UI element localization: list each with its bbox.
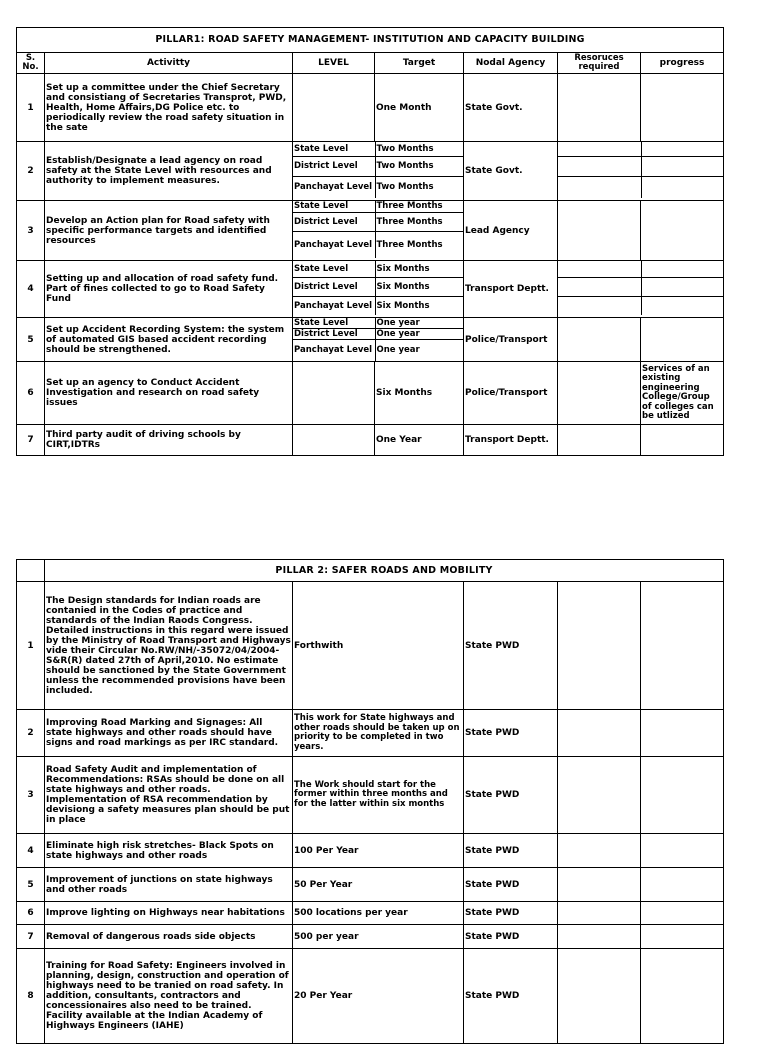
- row-sno: 3: [17, 201, 45, 261]
- table-row: [17, 425, 724, 456]
- row-resources-progress-group: [558, 142, 724, 201]
- row-resources: [558, 710, 641, 757]
- header-progress: progress: [641, 53, 724, 74]
- row-sno: 2: [17, 710, 45, 757]
- row-target: One Year: [375, 425, 464, 456]
- table-row: [17, 201, 724, 261]
- row-resources: [558, 362, 641, 425]
- row-level: Panchayat Level: [293, 340, 375, 361]
- row-activity: Develop an Action plan for Road safety with specific performance targets and identified resources: [45, 201, 293, 261]
- row-level: Panchayat Level: [293, 231, 375, 258]
- row-resources: [558, 425, 641, 456]
- row-sno: 7: [17, 925, 45, 949]
- row-sno: 4: [17, 834, 45, 868]
- row-activity: Training for Road Safety: Engineers involved in planning, design, construction and operation of highways need to be tranied on road safety. In addition, consultants, contractors and concessionaires also need to be trained. Facility available at the Indian Academy of Highways Engineers (IAHE): [45, 949, 293, 1044]
- row-progress: [641, 582, 724, 710]
- row-level: State Level: [293, 261, 375, 277]
- row-sno: 2: [17, 142, 45, 201]
- row-agency: State PWD: [464, 902, 558, 925]
- pillar2-title: PILLAR 2: SAFER ROADS AND MOBILITY: [45, 560, 724, 582]
- table-row: [17, 868, 724, 902]
- row-agency: Police/Transport: [464, 362, 558, 425]
- header-level: LEVEL: [293, 53, 375, 74]
- row-resources: [558, 868, 641, 902]
- row-agency: Transport Deptt.: [464, 425, 558, 456]
- row-agency: State PWD: [464, 925, 558, 949]
- row-target: Six Months: [375, 362, 464, 425]
- row-level: [293, 362, 375, 425]
- row-activity: Set up a committee under the Chief Secretary and consistiang of Secretaries Transprot, PWD, Health, Home Affairs,DG Police etc. to periodically review the road safety situation in the sate: [45, 74, 293, 142]
- row-activity: Third party audit of driving schools by CIRT,IDTRs: [45, 425, 293, 456]
- row-resources: [558, 757, 641, 834]
- row-sno: 7: [17, 425, 45, 456]
- row-agency: State PWD: [464, 949, 558, 1044]
- row-resources: [558, 582, 641, 710]
- table-row: [17, 949, 724, 1044]
- row-target: Three Months: [375, 201, 463, 212]
- row-activity: Removal of dangerous roads side objects: [45, 925, 293, 949]
- row-target: Two Months: [375, 142, 463, 156]
- row-level: District Level: [293, 156, 375, 176]
- row-sno: 3: [17, 757, 45, 834]
- row-activity: Improve lighting on Highways near habitations: [45, 902, 293, 925]
- row-level-target-group: [293, 201, 464, 261]
- row-level: [293, 425, 375, 456]
- row-agency: State PWD: [464, 834, 558, 868]
- row-agency: State Govt.: [464, 74, 558, 142]
- table-row: [17, 142, 724, 201]
- row-level-target-group: [293, 142, 464, 201]
- row-target: The Work should start for the former within three months and for the latter within six months: [293, 757, 464, 834]
- row-target: 500 locations per year: [293, 902, 464, 925]
- row-target: One year: [375, 318, 463, 329]
- row-sno: 1: [17, 74, 45, 142]
- row-sno: 1: [17, 582, 45, 710]
- row-level: Panchayat Level: [293, 176, 375, 198]
- row-progress: [641, 868, 724, 902]
- row-level: State Level: [293, 142, 375, 156]
- row-activity: Setting up and allocation of road safety fund. Part of fines collected to go to Road Safety Fund: [45, 261, 293, 318]
- row-level: District Level: [293, 329, 375, 340]
- row-sno: 6: [17, 902, 45, 925]
- row-agency: State PWD: [464, 757, 558, 834]
- row-sno: 6: [17, 362, 45, 425]
- header-target: Target: [375, 53, 464, 74]
- row-target: 20 Per Year: [293, 949, 464, 1044]
- row-resources: [558, 201, 641, 261]
- row-progress: [641, 925, 724, 949]
- row-sno: 5: [17, 868, 45, 902]
- row-agency: Police/Transport: [464, 318, 558, 362]
- row-progress: [641, 710, 724, 757]
- row-activity: Improvement of junctions on state highways and other roads: [45, 868, 293, 902]
- row-sno: 4: [17, 261, 45, 318]
- row-agency: State PWD: [464, 710, 558, 757]
- row-activity: Set up Accident Recording System: the system of automated GIS based accident recording should be strengthened.: [45, 318, 293, 362]
- header-activity: Activitty: [45, 53, 293, 74]
- row-resources: [558, 949, 641, 1044]
- row-agency: Lead Agency: [464, 201, 558, 261]
- row-level: State Level: [293, 318, 375, 329]
- table-row: [17, 757, 724, 834]
- row-target: Two Months: [375, 156, 463, 176]
- row-target: Two Months: [376, 182, 434, 193]
- table-row: [17, 925, 724, 949]
- row-target: Forthwith: [293, 582, 464, 710]
- row-activity: Set up an agency to Conduct Accident Investigation and research on road safety issues: [45, 362, 293, 425]
- row-progress: [641, 318, 724, 362]
- table-row: [17, 902, 724, 925]
- row-agency: State Govt.: [464, 142, 558, 201]
- row-resources: [558, 925, 641, 949]
- row-target: Six Months: [376, 300, 430, 311]
- row-activity: Improving Road Marking and Signages: All state highways and other roads should have signs and road markings as per IRC standard.: [45, 710, 293, 757]
- row-target: 50 Per Year: [293, 868, 464, 902]
- row-activity: Road Safety Audit and implementation of Recommendations: RSAs should be done on all state highways and other roads. Implementation of RSA recommendation by devisiong a safety measures plan should be put in place: [45, 757, 293, 834]
- pillar1-table: [16, 27, 724, 456]
- row-agency: State PWD: [464, 868, 558, 902]
- row-target: One year: [376, 345, 420, 356]
- row-target: Six Months: [375, 261, 463, 277]
- row-resources: [558, 318, 641, 362]
- row-target: Six Months: [375, 277, 463, 296]
- row-resources-progress-group: [558, 261, 724, 318]
- row-level: District Level: [293, 277, 375, 296]
- row-progress: [641, 834, 724, 868]
- pillar1-title: PILLAR1: ROAD SAFETY MANAGEMENT- INSTITUTION AND CAPACITY BUILDING: [17, 28, 724, 53]
- row-level-target-group: [293, 261, 464, 318]
- row-resources: [558, 74, 641, 142]
- table-row: [17, 318, 724, 362]
- table-row: [17, 362, 724, 425]
- row-progress: [641, 201, 724, 261]
- row-target: One Month: [375, 74, 464, 142]
- header-sno: S. No.: [17, 53, 45, 74]
- row-progress: [641, 425, 724, 456]
- row-agency: Transport Deptt.: [464, 261, 558, 318]
- row-target: One year: [375, 329, 463, 340]
- row-target: Three Months: [376, 239, 443, 250]
- table-row: [17, 582, 724, 710]
- pillar2-table: [16, 559, 724, 1044]
- row-agency: State PWD: [464, 582, 558, 710]
- row-level: Panchayat Level: [293, 296, 375, 315]
- row-resources: [558, 902, 641, 925]
- row-level: District Level: [293, 212, 375, 231]
- row-activity: The Design standards for Indian roads are contanied in the Codes of practice and standards of the Indian Raods Congress. Detailed instructions in this regard were issued by the Ministry of Road Transport and Highways vide their Circular No.RW/NH/-35072/04/2004-S&R(R) dated 27th of April,2010. No estimate should be sanctioned by the State Government unless the recommended provisions have been included.: [45, 582, 293, 710]
- header-resources: Resoruces required: [558, 53, 641, 74]
- table-row: [17, 261, 724, 318]
- table-row: [17, 834, 724, 868]
- row-level: State Level: [293, 201, 375, 212]
- row-level-target-group: [293, 318, 464, 362]
- row-sno: 8: [17, 949, 45, 1044]
- table-row: [17, 710, 724, 757]
- header-agency: Nodal Agency: [464, 53, 558, 74]
- row-sno: 5: [17, 318, 45, 362]
- row-progress: [641, 74, 724, 142]
- table-row: [17, 74, 724, 142]
- row-progress: [641, 757, 724, 834]
- row-target: This work for State highways and other roads should be taken up on priority to be completed in two years.: [293, 710, 464, 757]
- row-activity: Establish/Designate a lead agency on road safety at the State Level with resources and authority to implement measures.: [45, 142, 293, 201]
- row-progress: Services of an existing engineering College/Group of colleges can be utlized: [641, 362, 724, 425]
- row-progress: [641, 902, 724, 925]
- row-activity: Eliminate high risk stretches- Black Spots on state highways and other roads: [45, 834, 293, 868]
- row-level: [293, 74, 375, 142]
- row-progress: [641, 949, 724, 1044]
- row-target: Three Months: [375, 212, 463, 231]
- row-resources: [558, 834, 641, 868]
- row-target: 100 Per Year: [293, 834, 464, 868]
- row-target: 500 per year: [293, 925, 464, 949]
